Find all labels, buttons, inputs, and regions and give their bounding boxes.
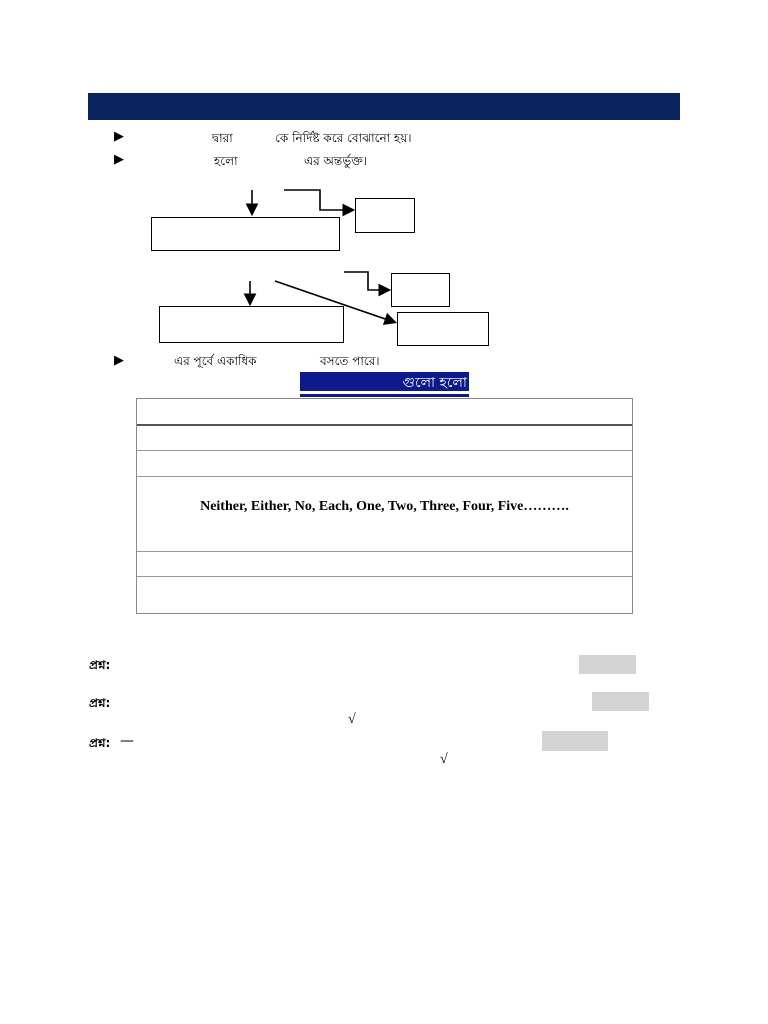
diagonal-arrow xyxy=(275,281,394,322)
table-row xyxy=(137,552,632,577)
question-3-dash: — xyxy=(120,733,134,749)
table-row xyxy=(137,399,632,426)
table-cell: Neither, Either, No, Each, One, Two, Three, Four, Five………. xyxy=(200,499,569,514)
determiner-table xyxy=(136,398,633,614)
bullet-3-text-b: বসতে পারে। xyxy=(320,354,380,368)
diagram-box-medium xyxy=(398,313,489,346)
bullet-2-text-a: হলো xyxy=(214,154,238,168)
diagram-box-large-1 xyxy=(152,218,340,251)
diagram-box-small-2 xyxy=(392,274,450,307)
table-row xyxy=(137,425,632,451)
bullet-1-text-b: কে নির্দিষ্ট করে বোঝানো হয়। xyxy=(275,131,412,145)
bullet-2-text-b: এর অন্তর্ভুক্ত। xyxy=(304,154,368,168)
elbow-arrow xyxy=(344,272,388,290)
question-3-label: প্রশ্ন: xyxy=(89,736,111,750)
answer-box-2[interactable] xyxy=(592,692,649,711)
check-mark-2: √ xyxy=(348,712,356,727)
table-row xyxy=(137,451,632,477)
check-mark-3: √ xyxy=(440,752,448,767)
answer-box-1[interactable] xyxy=(579,655,636,674)
bullet-triangle-icon: ▶ xyxy=(114,353,124,368)
bullet-triangle-icon: ▶ xyxy=(114,152,124,167)
question-2-label: প্রশ্ন: xyxy=(89,696,111,710)
elbow-arrow xyxy=(284,190,352,210)
question-1-label: প্রশ্ন: xyxy=(89,658,111,672)
table-title-tab: গুলো হলো xyxy=(300,372,469,394)
table-row xyxy=(137,477,632,552)
article-diagram xyxy=(0,0,768,360)
table-row xyxy=(137,577,632,613)
answer-box-3[interactable] xyxy=(542,731,608,751)
bullet-1-text-a: দ্বারা xyxy=(212,131,233,145)
bullet-3-text-a: এর পূর্বে একাধিক xyxy=(174,354,257,368)
diagram-box-small-1 xyxy=(356,199,415,233)
diagram-box-large-2 xyxy=(160,307,344,343)
bullet-triangle-icon: ▶ xyxy=(114,129,124,144)
